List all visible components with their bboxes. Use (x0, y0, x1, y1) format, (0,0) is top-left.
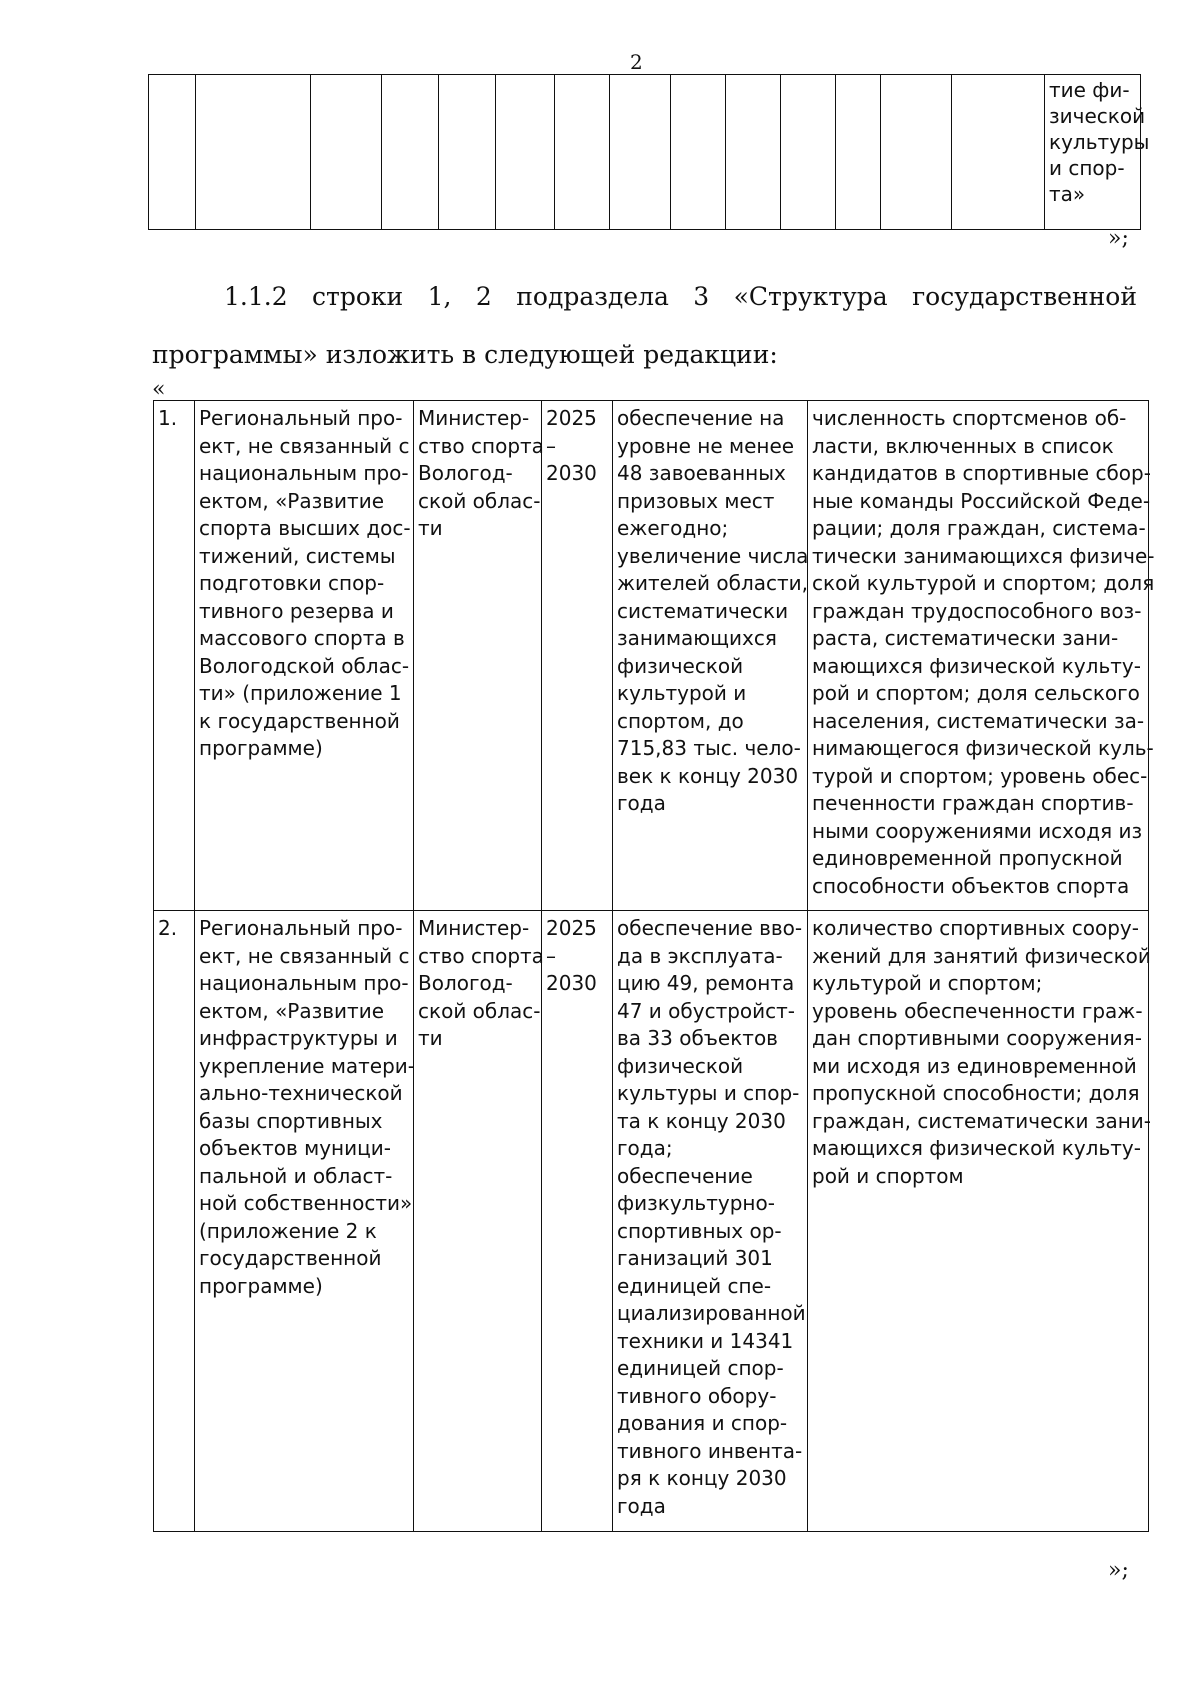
text-line: 2030 (546, 461, 597, 485)
text-line: 2025 (546, 406, 597, 430)
text-line: ганизаций 301 (617, 1246, 773, 1270)
text-line: Министер- (418, 916, 530, 940)
closing-quote-mark: »; (1108, 1558, 1129, 1583)
project-cell (195, 401, 414, 911)
text-line: ектом, «Развитие (199, 998, 384, 1023)
text-line: ря к концу 2030 (617, 1466, 787, 1490)
text-line: способности объектов спорта (812, 873, 1130, 898)
text-line: ными сооружениями исходя из (812, 818, 1143, 843)
text-line: Вологодской облас- (199, 653, 410, 678)
empty-cell (439, 75, 496, 230)
text-line: Министер- (418, 406, 530, 430)
text-line: физической (617, 653, 744, 678)
body-paragraph (152, 268, 1137, 384)
period-cell (542, 911, 613, 1532)
text-line: рой и спортом (812, 1163, 964, 1188)
text-line: года; (617, 1136, 673, 1160)
text-line: подготовки спор- (199, 571, 385, 595)
text-line: раста, систематически зани- (812, 626, 1119, 650)
text-line: жений для занятий физической (812, 943, 1151, 968)
text-line: граждан, систематически зани- (812, 1108, 1152, 1133)
text-line: Вологод- (418, 971, 513, 995)
empty-cell (382, 75, 439, 230)
text-line: увеличение числа (617, 543, 809, 568)
continuation-text-cell (1045, 75, 1150, 230)
text-line: единовременной пропускной (812, 846, 1123, 870)
text-line: обеспечение вво- (617, 916, 803, 940)
text-line: тически занимающихся физиче- (812, 543, 1155, 568)
text-line: призовых мест (617, 488, 775, 513)
text-line: культурой и спортом; (812, 971, 1043, 995)
text-line: массового спорта в (199, 626, 405, 650)
text-line: (приложение 2 к (199, 1218, 377, 1243)
text-line: пропускной способности; доля (812, 1081, 1140, 1105)
text-line: года (617, 1493, 666, 1518)
text-line: систематически (617, 598, 789, 623)
table-row (154, 911, 1149, 1532)
text-line: ми исходя из единовременной (812, 1053, 1137, 1078)
text-line: и спор- (1049, 156, 1125, 180)
text-line: к государственной (199, 708, 400, 733)
text-line: базы спортивных (199, 1108, 383, 1133)
text-line: да в эксплуата- (617, 943, 783, 968)
empty-cell (781, 75, 836, 230)
text-line: единицей спе- (617, 1273, 772, 1298)
text-line: 2030 (546, 971, 597, 995)
text-line: программе) (199, 736, 323, 760)
text-line: 2025 (546, 916, 597, 940)
text-line: единицей спор- (617, 1356, 784, 1380)
indicators-cell (808, 401, 1155, 911)
text-line: уровне не менее (617, 433, 795, 458)
empty-cell (726, 75, 781, 230)
text-line: тивного инвента- (617, 1438, 803, 1463)
text-line: рации; доля граждан, система- (812, 516, 1146, 540)
text-line: культуры (1049, 130, 1150, 154)
text-line: количество спортивных соору- (812, 916, 1139, 940)
empty-cell (836, 75, 881, 230)
text-line: уровень обеспеченности граж- (812, 998, 1143, 1023)
text-line: турой и спортом; уровень обес- (812, 763, 1148, 788)
empty-cell (671, 75, 726, 230)
text-line: цию 49, ремонта (617, 971, 795, 995)
text-line: 47 и обустройст- (617, 998, 796, 1023)
text-line: тивного резерва и (199, 598, 394, 623)
text-line: обеспечение (617, 1163, 753, 1188)
text-line: ласти, включенных в список (812, 433, 1114, 458)
text-line: спортом, до (617, 708, 744, 733)
text-line: – (546, 433, 556, 458)
paragraph-line-2: изложить в следующей редакции: (325, 340, 778, 369)
text-line: национальным про- (199, 971, 409, 995)
text-line: ти (418, 516, 443, 540)
text-line: культурой и (617, 681, 747, 705)
text-line: тие фи- (1049, 78, 1130, 102)
text-line: мающихся физической культу- (812, 1136, 1141, 1160)
text-line: ной собственности» (199, 1191, 413, 1215)
text-line: 48 завоеванных (617, 461, 786, 485)
text-line: культуры и спор- (617, 1081, 800, 1105)
text-line: ект, не связанный с (199, 943, 410, 968)
text-line: дан спортивными сооружения- (812, 1026, 1142, 1050)
continuation-table (148, 74, 1150, 230)
text-line: физической (617, 1053, 744, 1078)
text-line: объектов муници- (199, 1136, 391, 1160)
text-line: 715,83 тыс. чело- (617, 736, 801, 760)
text-line: ти (418, 1026, 443, 1050)
text-line: обеспечение на (617, 406, 785, 430)
text-line: рой и спортом; доля сельского (812, 681, 1140, 705)
table-row (154, 401, 1149, 911)
text-line: ство спорта (418, 433, 544, 458)
text-line: дования и спор- (617, 1411, 788, 1435)
text-line: программе) (199, 1273, 323, 1298)
row-number-cell (154, 401, 195, 911)
text-line: пальной и област- (199, 1163, 393, 1188)
text-line: ство спорта (418, 943, 544, 968)
text-line: государственной (199, 1246, 382, 1270)
period-cell (542, 401, 613, 911)
text-line: зической (1049, 104, 1146, 128)
text-line: мающихся физической культу- (812, 653, 1141, 678)
text-line: граждан трудоспособного воз- (812, 598, 1142, 623)
text-line: ежегодно; (617, 516, 729, 540)
text-line: тивного обору- (617, 1383, 777, 1408)
text-line: инфраструктуры и (199, 1026, 398, 1050)
empty-cell (952, 75, 1045, 230)
text-line: циализированной (617, 1301, 806, 1325)
empty-cell (196, 75, 311, 230)
tasks-cell (613, 911, 808, 1532)
text-line: ва 33 объектов (617, 1026, 778, 1050)
text-line: кандидатов в спортивные сбор- (812, 461, 1151, 485)
text-line: техники и 14341 (617, 1328, 794, 1353)
text-line: – (546, 943, 556, 968)
text-line: Региональный про- (199, 406, 403, 430)
text-line: век к концу 2030 (617, 763, 799, 788)
text-line: физкультурно- (617, 1191, 775, 1215)
indicators-cell (808, 911, 1152, 1532)
text-line: укрепление матери- (199, 1053, 416, 1078)
closing-quote-mark: »; (1108, 226, 1129, 251)
row-number: 2. (158, 916, 178, 940)
text-line: спорта высших дос- (199, 516, 411, 540)
text-line: жителей области, (617, 571, 809, 595)
text-line: та» (1049, 182, 1086, 206)
empty-cell (496, 75, 555, 230)
text-line: тижений, системы (199, 543, 396, 568)
text-line: занимающихся (617, 626, 777, 650)
text-line: ской облас- (418, 488, 541, 513)
page-number: 2 (630, 50, 643, 74)
text-line: численность спортсменов об- (812, 406, 1127, 430)
text-line: печенности граждан спортив- (812, 791, 1134, 815)
responsible-cell (414, 911, 542, 1532)
text-line: нимающегося физической куль- (812, 736, 1154, 760)
text-line: населения, систематически за- (812, 708, 1145, 733)
text-line: ектом, «Развитие (199, 488, 384, 513)
empty-cell (610, 75, 671, 230)
text-line: та к концу 2030 (617, 1108, 786, 1133)
text-line: ской облас- (418, 998, 541, 1023)
row-number: 1. (158, 406, 178, 430)
text-line: ти» (приложение 1 (199, 681, 402, 705)
text-line: Вологод- (418, 461, 513, 485)
text-line: спортивных ор- (617, 1218, 782, 1243)
empty-cell (311, 75, 382, 230)
empty-cell (149, 75, 196, 230)
text-line: национальным про- (199, 461, 409, 485)
opening-quote-mark: « (152, 377, 166, 402)
paragraph-line-1: 1.1.2 строки 1, 2 подраздела 3 «Структура государственной программы» (152, 282, 1137, 369)
empty-cell (555, 75, 610, 230)
row-number-cell (154, 911, 195, 1532)
text-line: ской культурой и спортом; доля (812, 571, 1155, 595)
text-line: ект, не связанный с (199, 433, 410, 458)
responsible-cell (414, 401, 542, 911)
text-line: ально-технической (199, 1081, 403, 1105)
text-line: года (617, 791, 666, 815)
text-line: Региональный про- (199, 916, 403, 940)
program-structure-table (153, 400, 1155, 1532)
project-cell (195, 911, 414, 1532)
empty-cell (881, 75, 952, 230)
text-line: ные команды Российской Феде- (812, 488, 1151, 513)
tasks-cell (613, 401, 808, 911)
